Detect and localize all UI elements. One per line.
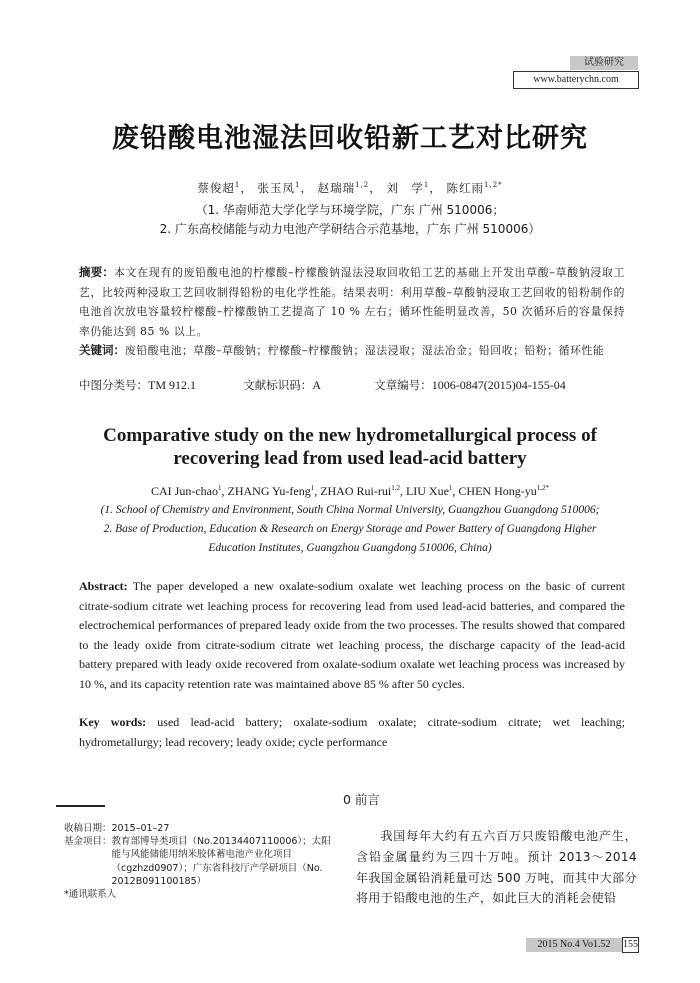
english-affiliation-2: 2. Base of Production, Education & Research on Energy Storage and Power Battery of Guangdong Higher: [103, 523, 597, 535]
footnote-corresponding: [64, 888, 336, 901]
doc-code-label: 文献标识码：: [243, 378, 313, 392]
abstract-label: Abstract:: [79, 579, 128, 593]
english-authors: CAI Jun-chao$^1$, ZHANG Yu-feng$^1$, ZHAO Rui-rui$^{1,2}$, LIU Xue$^1$, CHEN Hong-$yu^{1,2*}$: [151, 484, 549, 498]
author-name: ZHAO Rui-rui: [320, 484, 392, 498]
english-title-line-2: recovering lead from used lead-acid battery: [173, 448, 527, 469]
classification-line: [79, 377, 639, 393]
author-sup: 1,2*: [536, 484, 549, 492]
author-name: 蔡俊超: [197, 181, 235, 195]
fund-label: 基金项目：: [64, 836, 112, 848]
chinese-keywords: [79, 341, 625, 361]
author-sup: 1,2*: [484, 181, 503, 190]
author-sup: 1: [423, 181, 430, 190]
author-name: CAI Jun-chao: [151, 484, 218, 498]
english-keywords: [79, 713, 625, 752]
journal-url: www.batterychn.com: [513, 71, 639, 89]
english-affiliation-1: (1. School of Chemistry and Environment, South China Normal University, Guangzhou Guangdong 510006;: [100, 504, 600, 516]
english-affiliation-3: Education Institutes, Guangzhou Guangdong 510006, China): [208, 542, 492, 554]
chinese-abstract: [79, 263, 625, 341]
author-name: LIU Xue: [405, 484, 449, 498]
english-title-line-1: Comparative study on the new hydrometallurgical process of: [103, 425, 597, 446]
footnotes: [64, 822, 336, 901]
author-name: 陈红雨: [446, 181, 485, 195]
clc-value: TM 912.1: [148, 378, 196, 392]
abstract-label: 摘要：: [79, 265, 115, 279]
author-sup: 1: [310, 484, 315, 492]
section-heading: 0 前言: [343, 792, 380, 807]
author-sup: 1: [234, 181, 241, 190]
author-name: 赵瑞瑞: [317, 181, 356, 195]
author-sup: 1,2: [391, 484, 400, 492]
issue-info: 2015 No.4 Vo1.52: [526, 938, 622, 952]
received-label: 收稿日期：: [64, 823, 112, 834]
abstract-text: 本文在现有的废铅酸电池的柠檬酸–柠檬酸钠湿法浸取回收铅工艺的基础上开发出草酸–草酸钠浸取工艺，比较两种浸取工艺回收制得铅粉的电化学性能。结果表明：利用草酸–草酸钠浸取工艺回收的铅粉制作的电池首次放电容量较柠檬酸–柠檬酸钠工艺提高了 10 % 左右；循环性能明显改善，50 次循环后的容量保持率仍能达到 85 % 以上。: [79, 266, 626, 338]
author-sup: 1: [448, 484, 453, 492]
footnote-fund: [64, 835, 336, 888]
doc-code-value: A: [312, 378, 321, 392]
received-value: 2015–01–27: [111, 823, 170, 834]
author-sup: 1,2: [355, 181, 370, 190]
author-sup: 1: [217, 484, 222, 492]
chinese-title: 废铅酸电池湿法回收铅新工艺对比研究: [112, 123, 588, 154]
english-abstract: [79, 577, 625, 694]
page-number: 155: [622, 937, 639, 953]
author-name: ZHANG Yu-feng: [227, 484, 311, 498]
article-no-label: 文章编号：: [374, 378, 432, 392]
chinese-authors: 蔡俊超$^1$， 张玉凤$^1$， 赵瑞瑞$^{1,2}$， 刘 学$^1$， 陈红雨$^{1,2*}$: [197, 181, 503, 195]
body-paragraph-text: 我国每年大约有五六百万只废铅酸电池产生，含铅金属量约为三四十万吨。预计 2013～2014 年我国金属铅消耗量可达 500 万吨，而其中大部分将用于铅酸电池的生产，如此巨大的消耗会使铅: [356, 829, 637, 906]
author-name: 张玉凤: [257, 181, 295, 195]
article-no-value: 1006-0847(2015)04-155-04: [431, 378, 566, 392]
fund-value: 教育部博导类项目（No.20134407110006）；太阳能与风能储能用纳米胶体蓄电池产业化项目（cgzhzd0907）；广东省科技厅产学研项目（No. 2012B091100185）: [111, 836, 331, 887]
keywords-label: Key words:: [79, 715, 147, 729]
section-tag: 试验研究: [570, 56, 638, 70]
body-paragraph: [356, 826, 637, 909]
keywords-text: used lead-acid battery; oxalate-sodium oxalate; citrate-sodium citrate; wet leaching; hydrometallurgy; lead recovery; leady oxide; cycle performance: [79, 715, 625, 749]
author-name: CHEN Hong-yu: [458, 484, 537, 498]
chinese-affiliation-1: （1. 华南师范大学化学与环境学院，广东 广州 510006；: [195, 203, 505, 217]
abstract-text: The paper developed a new oxalate-sodium oxalate wet leaching process on the basic of current citrate-sodium citrate wet leaching process for recovering lead from used lead-acid batteries, and compared the electrochemical performances of prepared leady oxide from the two processes. The results showed that compared to the leady oxide from citrate-sodium citrate wet leaching process, the discharge capacity of the lead-acid battery prepared with leady oxide recovered from oxalate-sodium oxalate wet leaching process was increased by 10 %, and its capacity retention rate was maintained above 85 % after 50 cycles.: [79, 579, 625, 691]
keywords-text: 废铅酸电池；草酸–草酸钠；柠檬酸–柠檬酸钠；湿法浸取；湿法冶金；铅回收；铅粉；循环性能: [125, 344, 605, 357]
footnote-received: [64, 822, 336, 835]
corresponding-note: *通讯联系人: [64, 889, 117, 901]
author-name: 刘 学: [386, 181, 424, 195]
footnote-divider: [56, 805, 105, 807]
author-sup: 1: [294, 181, 301, 190]
clc-label: 中图分类号：: [79, 378, 148, 392]
english-title: [40, 424, 660, 470]
keywords-label: 关键词：: [79, 343, 125, 357]
chinese-affiliation-2: 2. 广东高校储能与动力电池产学研结合示范基地，广东 广州 510006）: [159, 222, 541, 236]
